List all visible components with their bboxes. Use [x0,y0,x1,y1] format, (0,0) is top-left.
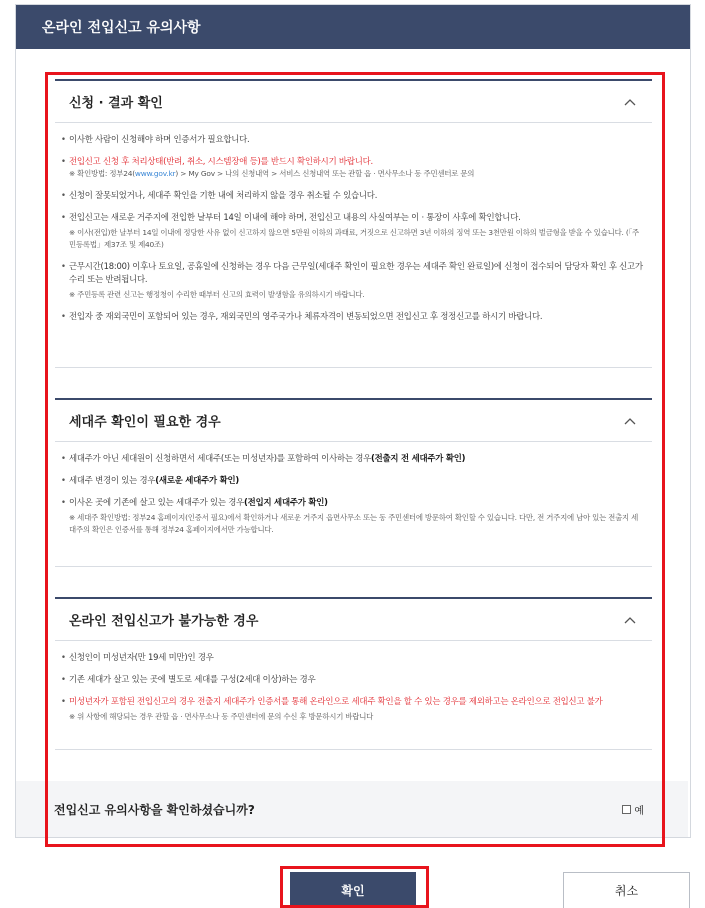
section-header[interactable] [55,597,652,641]
list-item-note: ※ 세대주 확인방법: 정부24 홈페이지(인증서 필요)에서 확인하거나 새로운 거주지 읍면사무소 또는 동 주민센터에 방문하여 확인할 수 있습니다. 다만, 전 거주지에 남아 있는 전출지 세대주의 확인은 인증서를 통해 정부24 홈페이지에서만 가능합니다. [69,513,639,534]
section-header[interactable] [55,79,652,123]
section-divider [55,749,652,750]
confirm-checkbox[interactable] [622,802,644,817]
list-item: • 이사온 곳에 기존에 살고 있는 세대주가 있는 경우(전입지 세대주가 확인) ※ 세대주 확인방법: 정부24 홈페이지(인증서 필요)에서 확인하거나 새로운 거주지 읍면사무소 또는 동 주민센터에 방문하여 확인할 수 있습니다. 다만, 전 거주지에 남아 있는 전출지 세대주의 확인은 인증서를 통해 정부24 홈페이지에서만 가능합니다. [61,496,644,536]
govkr-link[interactable]: www.gov.kr [134,169,176,178]
section-divider [55,566,652,567]
list-item: • 전입신고는 새로운 거주지에 전입한 날부터 14일 이내에 해야 하며, 전입신고 내용의 사실여부는 이 · 통장이 사후에 확인합니다. ※ 이사(전입)한 날부터 14일 이내에 정당한 사유 없이 신고하지 않으면 5만원 이하의 과태료, 거짓으로 신고하면 3년 이하의 징역 또는 3천만원 이하의 벌금형을 받을 수 있습니다. (「주민등록법」제37조 및 제40조) [61,211,644,251]
section-divider [55,367,652,368]
section-title: 온라인 전입신고가 불가능한 경우 [69,614,259,629]
list-item-warning: • 전입신고 신청 후 처리상태(반려, 취소, 시스템장애 등)를 반드시 확인하시기 바랍니다. [61,155,644,168]
list-item: • 신청이 잘못되었거나, 세대주 확인을 기한 내에 처리하지 않을 경우 취소될 수 있습니다. [61,189,644,202]
chevron-up-icon[interactable] [622,94,638,110]
list-item: • 기존 세대가 살고 있는 곳에 별도로 세대를 구성(2세대 이상)하는 경우 [61,673,644,686]
confirm-question: 전입신고 유의사항을 확인하셨습니까? [54,802,255,817]
section-application-result [55,79,652,332]
checkbox-icon[interactable] [622,805,631,814]
panel-header [16,5,690,49]
section-title: 신청 · 결과 확인 [69,96,163,111]
confirm-button[interactable]: 확인 [290,872,416,908]
section-online-unavailable [55,597,652,732]
panel-title: 온라인 전입신고 유의사항 [42,20,201,36]
list-item-warning: • 미성년자가 포함된 전입신고의 경우 전출지 세대주가 인증서를 통해 온라인으로 세대주 확인을 할 수 있는 경우를 제외하고는 온라인으로 전입신고 불가 ※ 위 사항에 해당되는 경우 관할 읍 · 면사무소나 동 주민센터에 문의 수신 후 방문하시기 바랍니다 [61,695,644,723]
list-item: • 세대주가 아닌 세대원이 신청하면서 세대주(또는 미성년자)를 포함하여 이사하는 경우(전출지 전 세대주가 확인) [61,452,644,465]
confirm-row [16,781,688,837]
section-title: 세대주 확인이 필요한 경우 [69,415,221,430]
list-item: • 근무시간(18:00) 이후나 토요일, 공휴일에 신청하는 경우 다음 근무일(세대주 확인이 필요한 경우는 세대주 확인 완료일)에 신청이 접수되어 담당자 확인 후 신고가 수리 또는 반려됩니다. ※ 주민등록 관련 신고는 행정청이 수리한 때부터 신고의 효력이 발생함을 유의하시기 바랍니다. [61,260,644,301]
list-item-note: ※ 확인방법: 정부24(www.gov.kr) > My Gov > 나의 신청내역 > 서비스 신청내역 또는 관할 읍 · 면사무소나 동 주민센터로 문의 [69,169,475,178]
list-item: • 세대주 변경이 있는 경우(새로운 세대주가 확인) [61,474,644,487]
cancel-button[interactable]: 취소 [563,872,690,908]
list-item: • 전입자 중 재외국민이 포함되어 있는 경우, 재외국민의 영주국가나 체류자격이 변동되었으면 전입신고 후 정정신고를 하시기 바랍니다. [61,310,644,323]
list-item-note: ※ 주민등록 관련 신고는 행정청이 수리한 때부터 신고의 효력이 발생함을 유의하시기 바랍니다. [69,290,365,299]
section-header[interactable] [55,398,652,442]
confirm-check-label: 예 [634,805,644,817]
list-item: • 신청인이 미성년자(만 19세 미만)인 경우 [61,651,644,664]
chevron-up-icon[interactable] [622,413,638,429]
chevron-up-icon[interactable] [622,612,638,628]
list-item-note: ※ 이사(전입)한 날부터 14일 이내에 정당한 사유 없이 신고하지 않으면 5만원 이하의 과태료, 거짓으로 신고하면 3년 이하의 징역 또는 3천만원 이하의 벌금형을 받을 수 있습니다. (「주민등록법」제37조 및 제40조) [69,228,639,249]
list-item: • 이사한 사람이 신청해야 하며 인증서가 필요합니다. [61,133,644,146]
list-item-note: ※ 위 사항에 해당되는 경우 관할 읍 · 면사무소나 동 주민센터에 문의 수신 후 방문하시기 바랍니다 [69,712,374,721]
section-householder-check [55,398,652,545]
